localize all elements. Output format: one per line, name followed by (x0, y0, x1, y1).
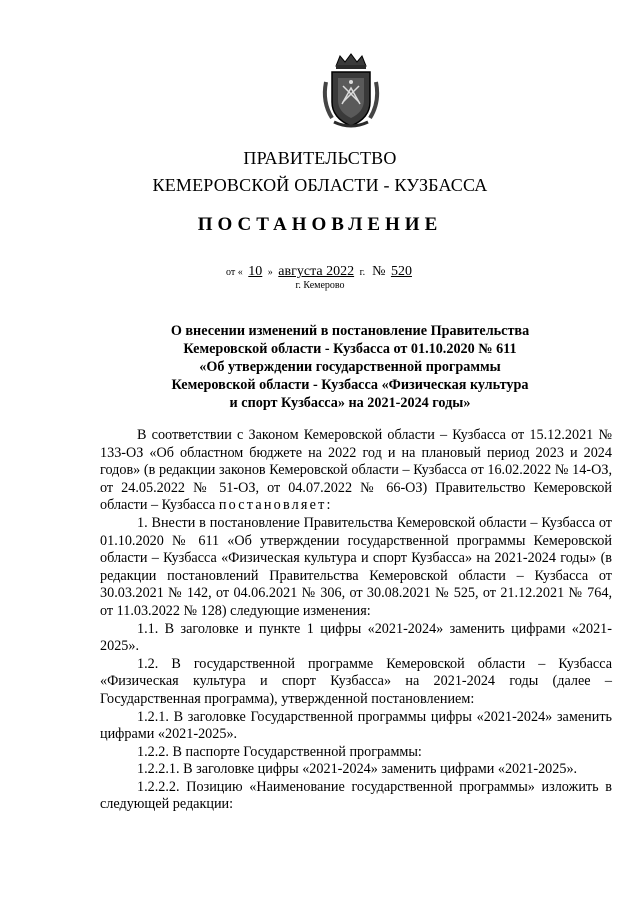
document-body (100, 427, 612, 814)
heading-line: «Об утверждении государственной программы (199, 359, 501, 375)
paragraph-1-2-2-1: 1.2.2.1. В заголовке цифры «2021-2024» заменить цифрами «2021-2025». (137, 761, 578, 778)
number-sign: № (372, 264, 386, 279)
paragraph-preamble (100, 427, 612, 515)
preamble-resolves: постановляет: (218, 497, 333, 514)
date-prefix: от « (226, 267, 243, 278)
date-mid: » (267, 267, 273, 278)
preamble-text: В соответствии с Законом Кемеровской области – Кузбасса от 15.12.2021 № 133-ОЗ «Об областном бюджете на 2022 год и на плановый период 2023 и 2024 годов» (в редакции законов Кемеровской области – Кузбасса от 16.02.2022 № 14-ОЗ, от 24.05.2022 № 51-ОЗ, от 04.07.2022 № 66-ОЗ) Правительство Кемеровской области – Кузбасса (100, 427, 612, 514)
document-heading (140, 322, 560, 412)
government-title-line1: ПРАВИТЕЛЬСТВО (243, 148, 397, 168)
city-label: г. Кемерово (295, 280, 345, 291)
date-year-suffix: г. (359, 267, 366, 278)
heading-line: О внесении изменений в постановление Правительства (170, 323, 530, 339)
government-title-line2: КЕМЕРОВСКОЙ ОБЛАСТИ - КУЗБАССА (152, 175, 488, 195)
date-month-year: августа 2022 (278, 264, 355, 279)
paragraph-1-1: 1.1. В заголовке и пункте 1 цифры «2021-2024» заменить цифрами «2021-2025». (100, 620, 612, 655)
paragraph-1: 1. Внести в постановление Правительства Кемеровской области – Кузбасса от 01.10.2020 № 611 «Об утверждении государственной программы Кемеровской области – Кузбасса «Физическая культура и спорт Кузбасса» на 2021-2024 годы» (в редакции постановлений Правительства Кемеровской области – Кузбасса от 30.03.2021 № 142, от 04.06.2021 № 306, от 30.08.2021 № 525, от 21.12.2021 № 764, от 11.03.2022 № 128) следующие изменения: (100, 514, 612, 619)
paragraph-1-2-2-2: 1.2.2.2. Позицию «Наименование государственной программы» изложить в следующей редакции: (100, 778, 612, 813)
paragraph-1-2-2: 1.2.2. В паспорте Государственной программы: (137, 743, 422, 760)
document-type-title: ПОСТАНОВЛЕНИЕ (197, 214, 443, 235)
date-number-line (0, 264, 640, 280)
paragraph-1-2-1: 1.2.1. В заголовке Государственной программы цифры «2021-2024» заменить цифрами «2021-2025». (100, 708, 612, 743)
heading-line: Кемеровской области - Кузбасса от 01.10.2020 № 611 (183, 341, 517, 357)
paragraph-1-2: 1.2. В государственной программе Кемеровской области – Кузбасса «Физическая культура и спорт Кузбасса» на 2021-2024 годы (далее – Государственная программа), утвержденной постановлением: (100, 655, 612, 707)
kemerovo-coat-of-arms-icon (318, 52, 384, 130)
document-number: 520 (390, 264, 412, 279)
heading-line: Кемеровской области - Кузбасса «Физическая культура (171, 377, 529, 393)
date-day: 10 (248, 264, 263, 279)
heading-line: и спорт Кузбасса» на 2021-2024 годы» (229, 395, 471, 411)
